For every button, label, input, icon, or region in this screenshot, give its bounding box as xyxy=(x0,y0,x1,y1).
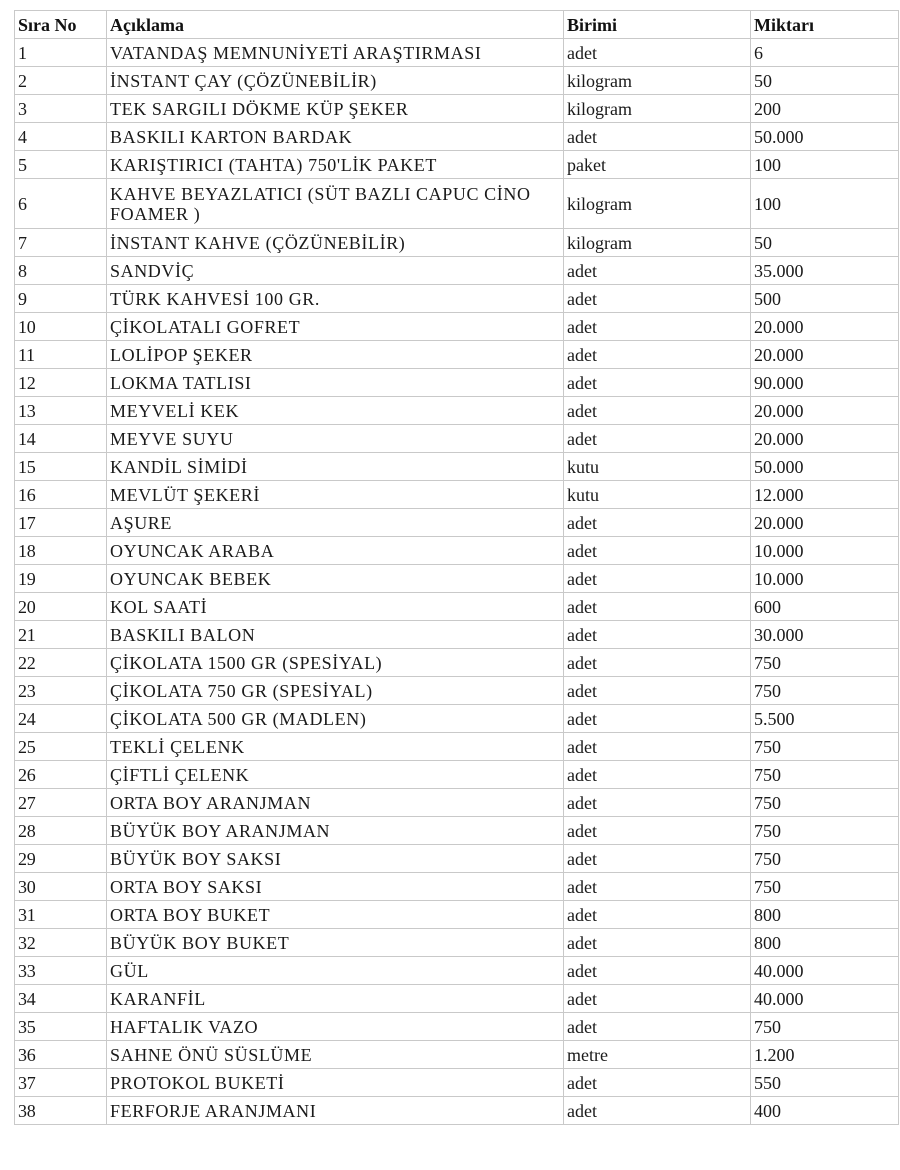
table-row xyxy=(15,621,899,649)
row-description-cell: TEK SARGILI DÖKME KÜP ŞEKER xyxy=(107,95,564,123)
table-row xyxy=(15,179,899,229)
table-row xyxy=(15,1069,899,1097)
row-description-cell: PROTOKOL BUKETİ xyxy=(107,1069,564,1097)
row-description-cell: MEVLÜT ŞEKERİ xyxy=(107,481,564,509)
row-no-cell: 24 xyxy=(15,705,107,733)
row-no-cell: 31 xyxy=(15,901,107,929)
row-no-cell: 5 xyxy=(15,151,107,179)
table-header-row xyxy=(15,11,899,39)
row-description-cell: OYUNCAK BEBEK xyxy=(107,565,564,593)
row-quantity-cell: 50 xyxy=(751,229,899,257)
row-unit-cell: adet xyxy=(564,1097,751,1125)
row-no-cell: 34 xyxy=(15,985,107,1013)
row-unit-cell: adet xyxy=(564,789,751,817)
row-unit-cell: adet xyxy=(564,1069,751,1097)
row-description-cell: ÇİKOLATA 750 GR (SPESİYAL) xyxy=(107,677,564,705)
row-unit-cell: kilogram xyxy=(564,95,751,123)
table-body xyxy=(15,39,899,1125)
row-description-cell: KANDİL SİMİDİ xyxy=(107,453,564,481)
row-quantity-cell: 40.000 xyxy=(751,985,899,1013)
row-no-cell: 11 xyxy=(15,341,107,369)
row-quantity-cell: 1.200 xyxy=(751,1041,899,1069)
row-description-cell: BASKILI KARTON BARDAK xyxy=(107,123,564,151)
row-unit-cell: adet xyxy=(564,123,751,151)
table-row xyxy=(15,481,899,509)
row-description-cell: ÇİKOLATA 1500 GR (SPESİYAL) xyxy=(107,649,564,677)
row-quantity-cell: 5.500 xyxy=(751,705,899,733)
row-description-cell: KARANFİL xyxy=(107,985,564,1013)
row-unit-cell: kilogram xyxy=(564,179,751,229)
row-unit-cell: adet xyxy=(564,621,751,649)
row-quantity-cell: 10.000 xyxy=(751,565,899,593)
row-unit-cell: paket xyxy=(564,151,751,179)
column-header-quantity: Miktarı xyxy=(751,11,899,39)
row-quantity-cell: 40.000 xyxy=(751,957,899,985)
row-no-cell: 27 xyxy=(15,789,107,817)
row-description-cell: TÜRK KAHVESİ 100 GR. xyxy=(107,285,564,313)
row-no-cell: 18 xyxy=(15,537,107,565)
row-quantity-cell: 750 xyxy=(751,677,899,705)
row-no-cell: 20 xyxy=(15,593,107,621)
row-unit-cell: adet xyxy=(564,649,751,677)
row-description-cell: MEYVE SUYU xyxy=(107,425,564,453)
table-row xyxy=(15,565,899,593)
row-description-cell: KOL SAATİ xyxy=(107,593,564,621)
row-no-cell: 21 xyxy=(15,621,107,649)
row-no-cell: 23 xyxy=(15,677,107,705)
table-row xyxy=(15,845,899,873)
row-unit-cell: adet xyxy=(564,677,751,705)
row-description-cell: ORTA BOY SAKSI xyxy=(107,873,564,901)
table-row xyxy=(15,677,899,705)
row-unit-cell: adet xyxy=(564,845,751,873)
table-row xyxy=(15,817,899,845)
table-row xyxy=(15,873,899,901)
row-unit-cell: kilogram xyxy=(564,229,751,257)
row-no-cell: 3 xyxy=(15,95,107,123)
row-description-cell: İNSTANT ÇAY (ÇÖZÜNEBİLİR) xyxy=(107,67,564,95)
row-quantity-cell: 6 xyxy=(751,39,899,67)
table-row xyxy=(15,425,899,453)
row-description-cell: BÜYÜK BOY BUKET xyxy=(107,929,564,957)
row-unit-cell: adet xyxy=(564,397,751,425)
row-unit-cell: adet xyxy=(564,537,751,565)
row-no-cell: 7 xyxy=(15,229,107,257)
row-description-cell: SANDVİÇ xyxy=(107,257,564,285)
table-row xyxy=(15,733,899,761)
row-unit-cell: adet xyxy=(564,929,751,957)
row-quantity-cell: 750 xyxy=(751,733,899,761)
row-quantity-cell: 750 xyxy=(751,1013,899,1041)
row-unit-cell: adet xyxy=(564,39,751,67)
row-quantity-cell: 750 xyxy=(751,845,899,873)
row-no-cell: 16 xyxy=(15,481,107,509)
row-quantity-cell: 20.000 xyxy=(751,313,899,341)
row-description-cell: LOLİPOP ŞEKER xyxy=(107,341,564,369)
table-row xyxy=(15,929,899,957)
table-row xyxy=(15,95,899,123)
row-quantity-cell: 800 xyxy=(751,901,899,929)
row-no-cell: 9 xyxy=(15,285,107,313)
row-description-cell: GÜL xyxy=(107,957,564,985)
row-quantity-cell: 200 xyxy=(751,95,899,123)
row-quantity-cell: 750 xyxy=(751,789,899,817)
row-description-cell: BÜYÜK BOY ARANJMAN xyxy=(107,817,564,845)
row-quantity-cell: 35.000 xyxy=(751,257,899,285)
row-description-cell: OYUNCAK ARABA xyxy=(107,537,564,565)
row-no-cell: 13 xyxy=(15,397,107,425)
row-quantity-cell: 90.000 xyxy=(751,369,899,397)
table-row xyxy=(15,649,899,677)
table-row xyxy=(15,257,899,285)
row-no-cell: 30 xyxy=(15,873,107,901)
row-quantity-cell: 20.000 xyxy=(751,425,899,453)
table-row xyxy=(15,985,899,1013)
table-row xyxy=(15,1097,899,1125)
table-row xyxy=(15,229,899,257)
row-unit-cell: kutu xyxy=(564,481,751,509)
table-row xyxy=(15,285,899,313)
row-quantity-cell: 20.000 xyxy=(751,509,899,537)
row-unit-cell: adet xyxy=(564,985,751,1013)
row-quantity-cell: 12.000 xyxy=(751,481,899,509)
table-row xyxy=(15,1041,899,1069)
row-unit-cell: adet xyxy=(564,341,751,369)
row-description-cell: İNSTANT KAHVE (ÇÖZÜNEBİLİR) xyxy=(107,229,564,257)
row-unit-cell: adet xyxy=(564,705,751,733)
row-no-cell: 26 xyxy=(15,761,107,789)
table-row xyxy=(15,901,899,929)
row-description-cell: AŞURE xyxy=(107,509,564,537)
row-no-cell: 28 xyxy=(15,817,107,845)
row-description-cell: BÜYÜK BOY SAKSI xyxy=(107,845,564,873)
row-unit-cell: adet xyxy=(564,509,751,537)
table-row xyxy=(15,341,899,369)
row-description-cell: SAHNE ÖNÜ SÜSLÜME xyxy=(107,1041,564,1069)
row-no-cell: 38 xyxy=(15,1097,107,1125)
row-unit-cell: adet xyxy=(564,425,751,453)
row-no-cell: 14 xyxy=(15,425,107,453)
row-no-cell: 17 xyxy=(15,509,107,537)
row-unit-cell: kilogram xyxy=(564,67,751,95)
row-description-cell: ÇİKOLATA 500 GR (MADLEN) xyxy=(107,705,564,733)
table-row xyxy=(15,537,899,565)
table-row xyxy=(15,957,899,985)
row-no-cell: 2 xyxy=(15,67,107,95)
row-unit-cell: adet xyxy=(564,1013,751,1041)
row-no-cell: 37 xyxy=(15,1069,107,1097)
row-description-cell: TEKLİ ÇELENK xyxy=(107,733,564,761)
row-description-cell: HAFTALIK VAZO xyxy=(107,1013,564,1041)
row-description-cell: VATANDAŞ MEMNUNİYETİ ARAŞTIRMASI xyxy=(107,39,564,67)
row-description-cell: ÇİFTLİ ÇELENK xyxy=(107,761,564,789)
items-table xyxy=(14,10,899,1125)
column-header-no: Sıra No xyxy=(15,11,107,39)
row-unit-cell: adet xyxy=(564,313,751,341)
table-row xyxy=(15,67,899,95)
row-quantity-cell: 400 xyxy=(751,1097,899,1125)
row-unit-cell: adet xyxy=(564,873,751,901)
row-unit-cell: adet xyxy=(564,817,751,845)
row-quantity-cell: 800 xyxy=(751,929,899,957)
row-no-cell: 29 xyxy=(15,845,107,873)
row-unit-cell: adet xyxy=(564,593,751,621)
row-no-cell: 6 xyxy=(15,179,107,229)
row-no-cell: 10 xyxy=(15,313,107,341)
table-row xyxy=(15,123,899,151)
row-description-cell: BASKILI BALON xyxy=(107,621,564,649)
row-unit-cell: adet xyxy=(564,257,751,285)
row-unit-cell: adet xyxy=(564,565,751,593)
row-quantity-cell: 10.000 xyxy=(751,537,899,565)
row-quantity-cell: 750 xyxy=(751,817,899,845)
row-no-cell: 1 xyxy=(15,39,107,67)
row-quantity-cell: 750 xyxy=(751,873,899,901)
table-row xyxy=(15,761,899,789)
row-unit-cell: metre xyxy=(564,1041,751,1069)
row-no-cell: 32 xyxy=(15,929,107,957)
row-no-cell: 12 xyxy=(15,369,107,397)
row-quantity-cell: 100 xyxy=(751,151,899,179)
row-no-cell: 33 xyxy=(15,957,107,985)
row-no-cell: 15 xyxy=(15,453,107,481)
table-row xyxy=(15,313,899,341)
row-quantity-cell: 100 xyxy=(751,179,899,229)
row-quantity-cell: 30.000 xyxy=(751,621,899,649)
row-no-cell: 4 xyxy=(15,123,107,151)
row-quantity-cell: 50 xyxy=(751,67,899,95)
row-description-cell: KAHVE BEYAZLATICI (SÜT BAZLI CAPUC CİNO FOAMER ) xyxy=(107,179,564,229)
row-unit-cell: adet xyxy=(564,761,751,789)
table-row xyxy=(15,369,899,397)
row-unit-cell: adet xyxy=(564,901,751,929)
row-unit-cell: adet xyxy=(564,733,751,761)
table-row xyxy=(15,509,899,537)
row-quantity-cell: 600 xyxy=(751,593,899,621)
table-row xyxy=(15,789,899,817)
row-quantity-cell: 750 xyxy=(751,649,899,677)
row-no-cell: 25 xyxy=(15,733,107,761)
row-description-cell: FERFORJE ARANJMANI xyxy=(107,1097,564,1125)
row-description-cell: ÇİKOLATALI GOFRET xyxy=(107,313,564,341)
row-quantity-cell: 20.000 xyxy=(751,341,899,369)
row-no-cell: 8 xyxy=(15,257,107,285)
table-row xyxy=(15,397,899,425)
row-no-cell: 35 xyxy=(15,1013,107,1041)
row-quantity-cell: 50.000 xyxy=(751,123,899,151)
row-no-cell: 36 xyxy=(15,1041,107,1069)
row-no-cell: 19 xyxy=(15,565,107,593)
column-header-unit: Birimi xyxy=(564,11,751,39)
row-quantity-cell: 50.000 xyxy=(751,453,899,481)
row-description-cell: LOKMA TATLISI xyxy=(107,369,564,397)
row-description-cell: ORTA BOY ARANJMAN xyxy=(107,789,564,817)
row-unit-cell: adet xyxy=(564,957,751,985)
row-description-cell: KARIŞTIRICI (TAHTA) 750'LİK PAKET xyxy=(107,151,564,179)
table-row xyxy=(15,39,899,67)
table-row xyxy=(15,593,899,621)
row-unit-cell: adet xyxy=(564,285,751,313)
row-quantity-cell: 550 xyxy=(751,1069,899,1097)
table-row xyxy=(15,1013,899,1041)
table-row xyxy=(15,705,899,733)
row-quantity-cell: 20.000 xyxy=(751,397,899,425)
row-unit-cell: adet xyxy=(564,369,751,397)
row-quantity-cell: 500 xyxy=(751,285,899,313)
row-unit-cell: kutu xyxy=(564,453,751,481)
row-no-cell: 22 xyxy=(15,649,107,677)
table-row xyxy=(15,151,899,179)
row-description-cell: MEYVELİ KEK xyxy=(107,397,564,425)
column-header-description: Açıklama xyxy=(107,11,564,39)
table-row xyxy=(15,453,899,481)
row-description-cell: ORTA BOY BUKET xyxy=(107,901,564,929)
row-quantity-cell: 750 xyxy=(751,761,899,789)
